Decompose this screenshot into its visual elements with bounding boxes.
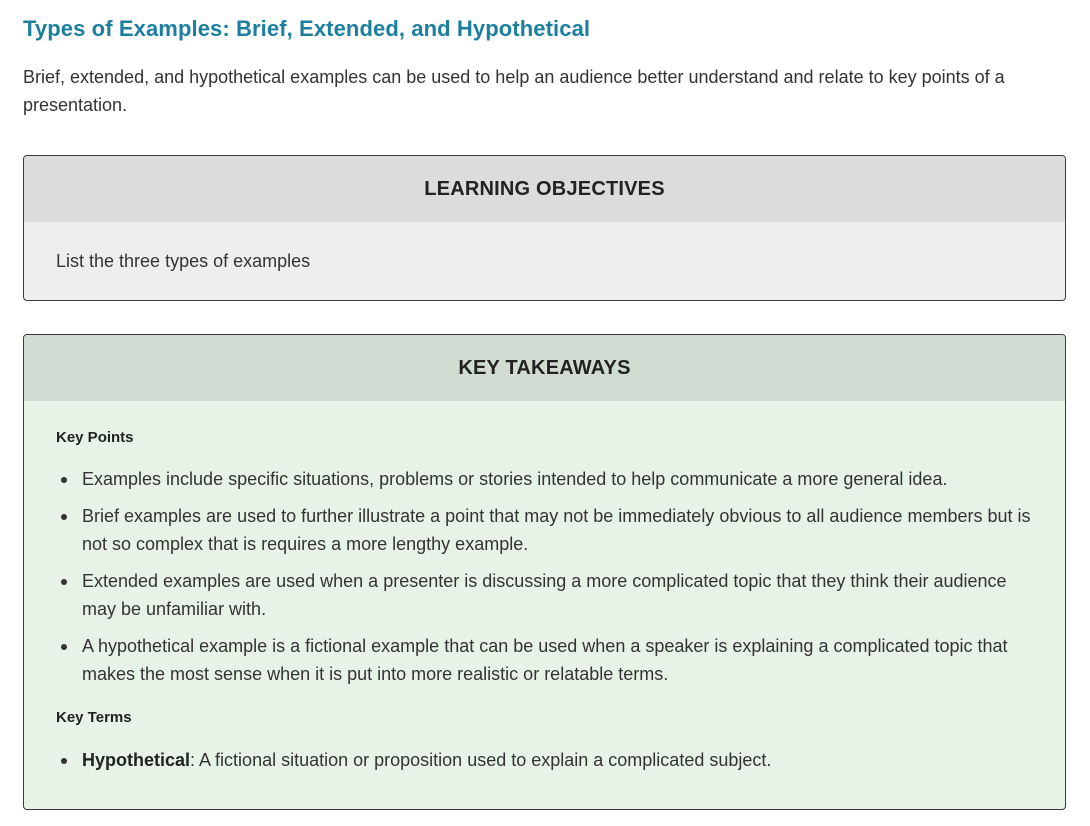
bullet-icon bbox=[61, 644, 67, 650]
bullet-icon bbox=[61, 758, 67, 764]
key-term-word: Hypothetical bbox=[82, 750, 191, 770]
list-item bbox=[56, 465, 1033, 493]
key-point-text: Brief examples are used to further illustrate a point that may not be immediately obvious to all audience members but is not so complex that is requires a more lengthy example. bbox=[82, 506, 1031, 554]
learning-objectives-heading: LEARNING OBJECTIVES bbox=[24, 156, 1065, 222]
intro-paragraph: Brief, extended, and hypothetical examples can be used to help an audience better understand and relate to key points of a presentation. bbox=[23, 67, 1005, 115]
list-item bbox=[56, 632, 1033, 688]
bullet-icon bbox=[61, 579, 67, 585]
key-points-list bbox=[56, 465, 1033, 688]
list-item bbox=[56, 567, 1033, 623]
key-points-heading: Key Points bbox=[56, 429, 134, 446]
list-item bbox=[56, 502, 1033, 558]
list-item bbox=[56, 746, 1033, 774]
learning-objectives-box bbox=[23, 155, 1066, 301]
bullet-icon bbox=[61, 514, 67, 520]
key-point-text: Examples include specific situations, problems or stories intended to help communicate a more general idea. bbox=[82, 469, 948, 489]
key-takeaways-box bbox=[23, 334, 1066, 810]
key-takeaways-heading: KEY TAKEAWAYS bbox=[24, 335, 1065, 401]
page-title: Types of Examples: Brief, Extended, and Hypothetical bbox=[23, 16, 591, 41]
key-point-text: A hypothetical example is a fictional example that can be used when a speaker is explaining a complicated topic that makes the most sense when it is put into more realistic or relatable terms. bbox=[82, 636, 1008, 684]
key-takeaways-body bbox=[24, 401, 1065, 774]
key-term-definition: : A fictional situation or proposition used to explain a complicated subject. bbox=[190, 750, 772, 770]
key-point-text: Extended examples are used when a presenter is discussing a more complicated topic that they think their audience may be unfamiliar with. bbox=[82, 571, 1007, 619]
key-terms-heading: Key Terms bbox=[56, 709, 132, 726]
key-terms-list bbox=[56, 746, 1033, 774]
learning-objective-item: List the three types of examples bbox=[56, 251, 311, 271]
bullet-icon bbox=[61, 477, 67, 483]
